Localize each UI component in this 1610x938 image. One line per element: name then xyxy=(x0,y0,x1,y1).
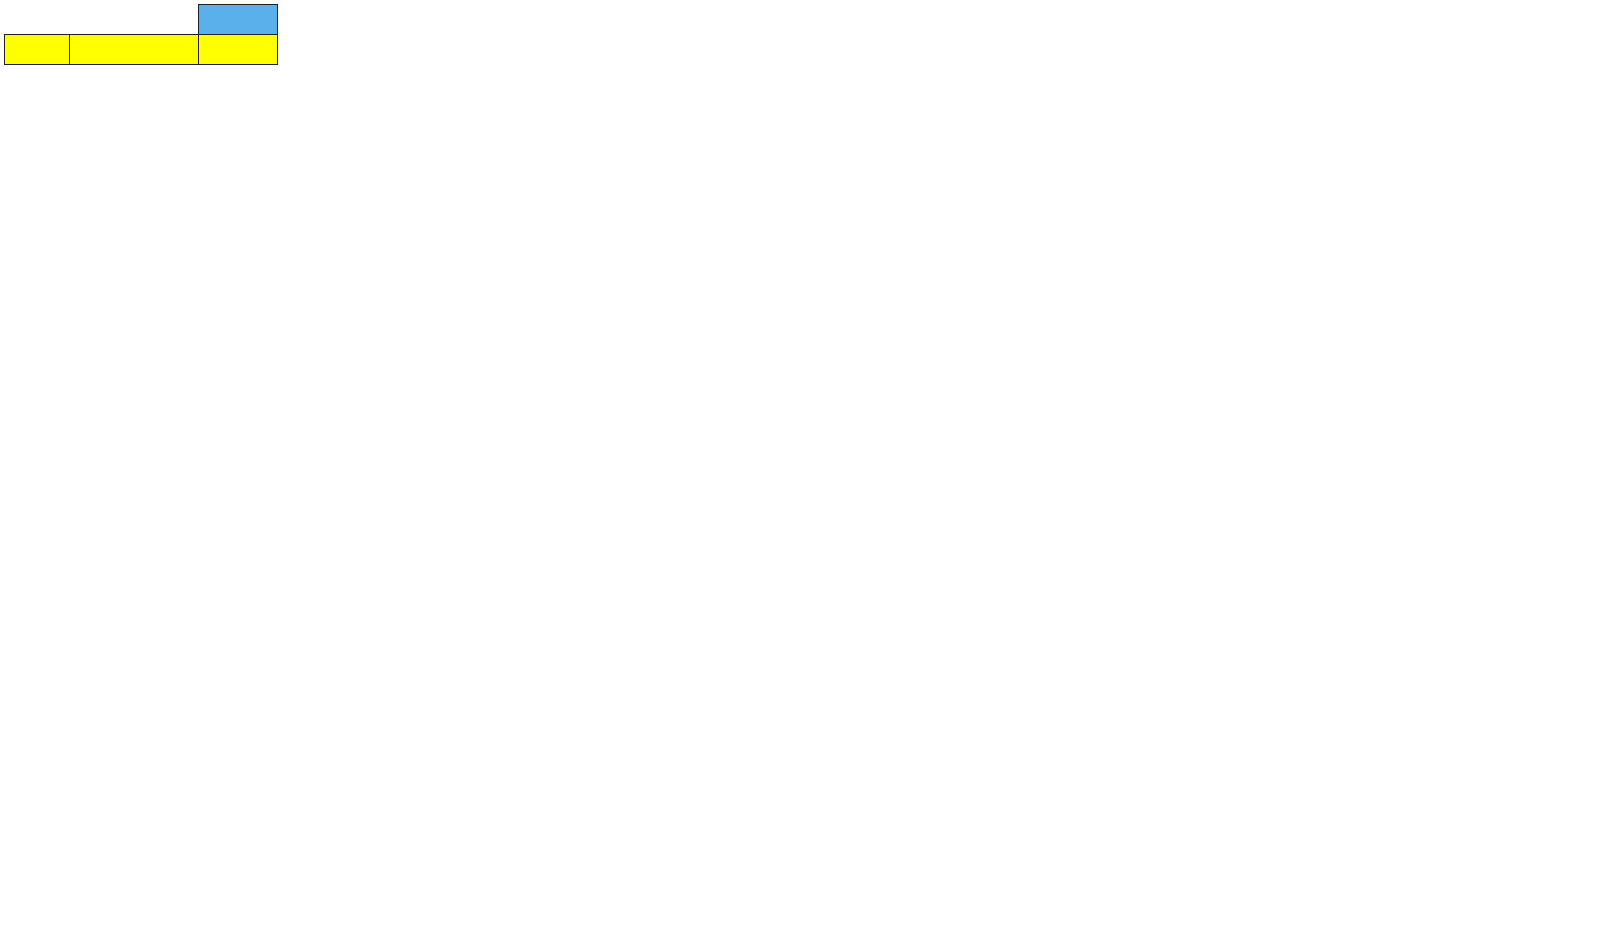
points-header[interactable] xyxy=(199,35,278,65)
empty-cell[interactable] xyxy=(5,5,70,35)
participants-header[interactable] xyxy=(70,35,199,65)
empty-spreadsheet-columns[interactable] xyxy=(282,4,392,938)
j21-ranking-body xyxy=(5,5,278,65)
j21-label[interactable] xyxy=(199,5,278,35)
j21-header-row xyxy=(5,35,278,65)
j21-top-row xyxy=(5,5,278,35)
j21-ranking-table xyxy=(4,4,278,65)
empty-cell[interactable] xyxy=(70,5,199,35)
rank-header[interactable] xyxy=(5,35,70,65)
